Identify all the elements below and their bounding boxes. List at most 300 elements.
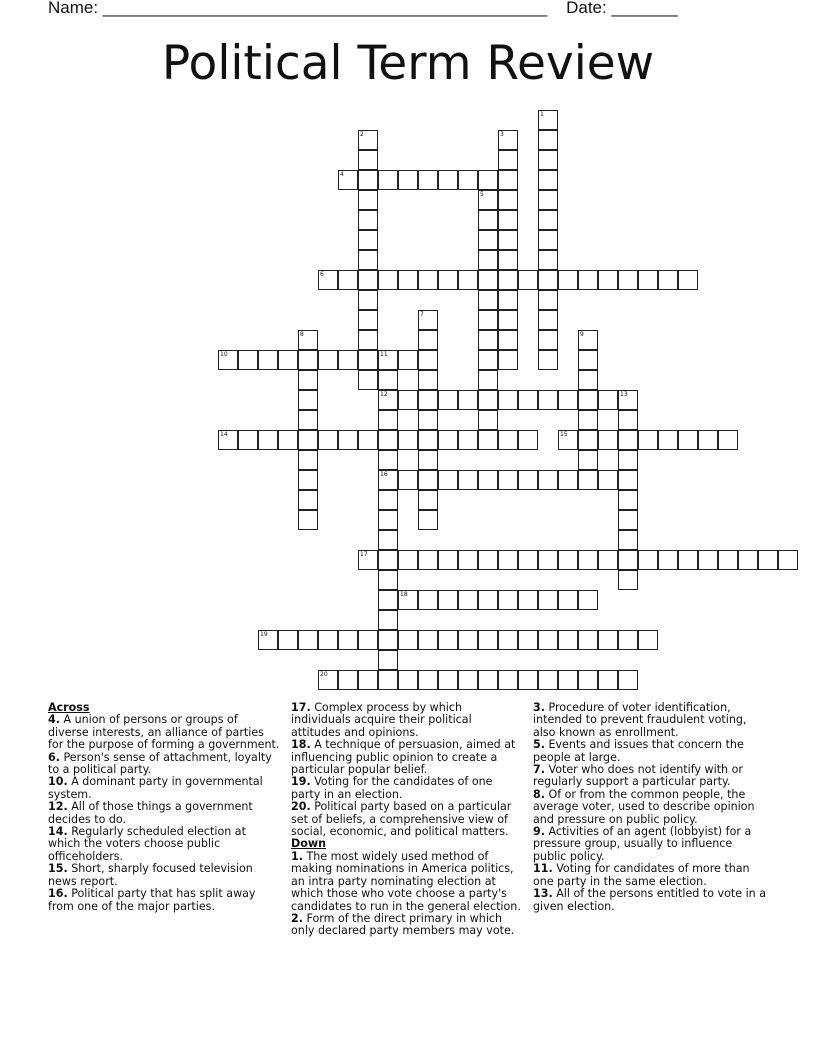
clue-down-2 (291, 913, 523, 938)
grid-cell[interactable] (518, 390, 538, 410)
grid-cell[interactable] (698, 430, 718, 450)
grid-cell[interactable] (418, 410, 438, 430)
clue-number: 12. (48, 800, 68, 814)
grid-cell[interactable] (478, 350, 498, 370)
grid-cell[interactable] (438, 170, 458, 190)
clue-text: Complex process by which individuals acquire their political attitudes and opinions. (291, 701, 472, 739)
grid-cell[interactable] (358, 430, 378, 450)
grid-cell[interactable] (478, 630, 498, 650)
grid-cell[interactable] (298, 370, 318, 390)
name-date-line (48, 0, 678, 18)
grid-cell[interactable] (418, 170, 438, 190)
grid-cell[interactable] (378, 630, 398, 650)
grid-cell[interactable] (538, 170, 558, 190)
clue-text: Political party that has split away from one of the major parties. (48, 887, 256, 913)
clue-number: 4. (48, 713, 60, 727)
grid-cell[interactable] (318, 670, 338, 690)
grid-cell[interactable] (618, 630, 638, 650)
grid-cell[interactable] (438, 470, 458, 490)
grid-cell[interactable] (618, 570, 638, 590)
grid-cell[interactable] (538, 250, 558, 270)
grid-cell[interactable] (518, 550, 538, 570)
grid-cell[interactable] (638, 550, 658, 570)
grid-cell[interactable] (438, 390, 458, 410)
grid-cell[interactable] (558, 390, 578, 410)
grid-cell[interactable] (478, 270, 498, 290)
grid-cell[interactable] (398, 470, 418, 490)
clue-number: 17. (291, 701, 311, 714)
grid-cell[interactable] (478, 430, 498, 450)
grid-cell[interactable] (618, 470, 638, 490)
grid-cell[interactable] (538, 390, 558, 410)
grid-cell[interactable] (498, 630, 518, 650)
cell-number: 5 (480, 191, 484, 198)
clue-text: Voter who does not identify with or regularly support a particular party. (533, 763, 743, 789)
grid-cell[interactable] (498, 590, 518, 610)
grid-cell[interactable] (298, 630, 318, 650)
grid-cell[interactable] (238, 350, 258, 370)
clue-text: Events and issues that concern the people at large. (533, 738, 744, 764)
grid-cell[interactable] (558, 670, 578, 690)
grid-cell[interactable] (398, 270, 418, 290)
grid-cell[interactable] (458, 590, 478, 610)
grid-cell[interactable] (638, 270, 658, 290)
grid-cell[interactable] (618, 430, 638, 450)
grid-cell[interactable] (718, 550, 738, 570)
grid-cell[interactable] (538, 290, 558, 310)
grid-cell[interactable] (358, 670, 378, 690)
grid-cell[interactable] (478, 210, 498, 230)
grid-cell[interactable] (618, 390, 638, 410)
grid-cell[interactable] (498, 190, 518, 210)
grid-cell[interactable] (318, 350, 338, 370)
clue-text: A dominant party in governmental system. (48, 775, 263, 801)
grid-cell[interactable] (698, 550, 718, 570)
grid-cell[interactable] (378, 430, 398, 450)
grid-cell[interactable] (418, 350, 438, 370)
grid-cell[interactable] (558, 550, 578, 570)
grid-cell[interactable] (378, 570, 398, 590)
grid-cell[interactable] (358, 170, 378, 190)
grid-cell[interactable] (598, 270, 618, 290)
grid-cell[interactable] (458, 390, 478, 410)
clue-across-19 (291, 776, 523, 801)
grid-cell[interactable] (518, 670, 538, 690)
grid-cell[interactable] (358, 310, 378, 330)
clue-number: 14. (48, 825, 68, 839)
clues-column-3 (533, 702, 767, 913)
grid-cell[interactable] (678, 270, 698, 290)
grid-cell[interactable] (378, 650, 398, 670)
grid-cell[interactable] (518, 630, 538, 650)
grid-cell[interactable] (438, 550, 458, 570)
grid-cell[interactable] (538, 150, 558, 170)
grid-cell[interactable] (478, 170, 498, 190)
grid-cell[interactable] (558, 470, 578, 490)
grid-cell[interactable] (478, 590, 498, 610)
grid-cell[interactable] (458, 430, 478, 450)
grid-cell[interactable] (418, 450, 438, 470)
grid-cell[interactable] (378, 550, 398, 570)
across-heading: Across (48, 701, 90, 714)
grid-cell[interactable] (358, 350, 378, 370)
clue-number: 20. (291, 800, 311, 814)
clue-down-13 (533, 888, 767, 913)
grid-cell[interactable] (438, 590, 458, 610)
grid-cell[interactable] (498, 330, 518, 350)
grid-cell[interactable] (378, 390, 398, 410)
clue-text: All of the persons entitled to vote in a given election. (533, 887, 767, 913)
grid-cell[interactable] (338, 350, 358, 370)
grid-cell[interactable] (538, 550, 558, 570)
grid-cell[interactable] (238, 430, 258, 450)
grid-cell[interactable] (438, 670, 458, 690)
grid-cell[interactable] (318, 270, 338, 290)
grid-cell[interactable] (398, 590, 418, 610)
grid-cell[interactable] (338, 270, 358, 290)
grid-cell[interactable] (558, 270, 578, 290)
grid-cell[interactable] (258, 630, 278, 650)
grid-cell[interactable] (298, 470, 318, 490)
grid-cell[interactable] (398, 630, 418, 650)
grid-cell[interactable] (578, 630, 598, 650)
grid-cell[interactable] (278, 350, 298, 370)
grid-cell[interactable] (378, 590, 398, 610)
grid-cell[interactable] (358, 190, 378, 210)
grid-cell[interactable] (418, 550, 438, 570)
grid-cell[interactable] (578, 270, 598, 290)
grid-cell[interactable] (538, 330, 558, 350)
clue-text: Activities of an agent (lobbyist) for a pressure group, usually to influence public policy. (533, 825, 752, 863)
grid-cell[interactable] (378, 490, 398, 510)
cell-number: 3 (500, 131, 504, 138)
grid-cell[interactable] (418, 370, 438, 390)
grid-cell[interactable] (538, 670, 558, 690)
clue-number: 19. (291, 775, 311, 789)
grid-cell[interactable] (498, 290, 518, 310)
grid-cell[interactable] (498, 350, 518, 370)
grid-cell[interactable] (418, 310, 438, 330)
clue-down-9 (533, 826, 767, 863)
grid-cell[interactable] (538, 270, 558, 290)
grid-cell[interactable] (578, 470, 598, 490)
grid-cell[interactable] (538, 590, 558, 610)
grid-cell[interactable] (358, 270, 378, 290)
grid-cell[interactable] (438, 430, 458, 450)
clue-text: Political party based on a particular set of beliefs, a comprehensive view of social, economic, and political matters. (291, 800, 512, 839)
grid-cell[interactable] (598, 390, 618, 410)
grid-cell[interactable] (478, 370, 498, 390)
date-blank[interactable]: _______ (611, 0, 678, 17)
grid-cell[interactable] (618, 670, 638, 690)
grid-cell[interactable] (498, 670, 518, 690)
cell-number: 6 (320, 271, 324, 278)
grid-cell[interactable] (458, 630, 478, 650)
grid-cell[interactable] (598, 470, 618, 490)
grid-cell[interactable] (598, 550, 618, 570)
grid-cell[interactable] (318, 430, 338, 450)
page-title: Political Term Review (161, 36, 655, 91)
grid-cell[interactable] (578, 670, 598, 690)
grid-cell[interactable] (578, 330, 598, 350)
grid-cell[interactable] (498, 310, 518, 330)
grid-cell[interactable] (358, 550, 378, 570)
grid-cell[interactable] (658, 430, 678, 450)
clue-across-4 (48, 714, 280, 751)
grid-cell[interactable] (218, 430, 238, 450)
grid-cell[interactable] (478, 190, 498, 210)
grid-cell[interactable] (658, 270, 678, 290)
cell-number: 14 (220, 431, 228, 438)
grid-cell[interactable] (378, 470, 398, 490)
cell-number: 19 (260, 631, 268, 638)
clue-text: Voting for candidates of more than one party in the same election. (533, 862, 750, 888)
grid-cell[interactable] (298, 490, 318, 510)
cell-number: 20 (320, 671, 328, 678)
grid-cell[interactable] (418, 630, 438, 650)
grid-cell[interactable] (618, 510, 638, 530)
grid-cell[interactable] (418, 390, 438, 410)
grid-cell[interactable] (478, 410, 498, 430)
grid-cell[interactable] (378, 450, 398, 470)
grid-cell[interactable] (578, 450, 598, 470)
clue-number: 9. (533, 825, 545, 839)
clue-number: 8. (533, 787, 545, 801)
clue-down-3 (533, 702, 767, 739)
clue-down-11 (533, 863, 767, 888)
grid-cell[interactable] (418, 470, 438, 490)
grid-cell[interactable] (338, 430, 358, 450)
grid-cell[interactable] (378, 410, 398, 430)
grid-cell[interactable] (478, 390, 498, 410)
grid-cell[interactable] (378, 610, 398, 630)
grid-cell[interactable] (458, 470, 478, 490)
grid-cell[interactable] (458, 670, 478, 690)
grid-cell[interactable] (578, 550, 598, 570)
grid-cell[interactable] (538, 350, 558, 370)
grid-cell[interactable] (458, 170, 478, 190)
grid-cell[interactable] (578, 370, 598, 390)
grid-cell[interactable] (358, 150, 378, 170)
grid-cell[interactable] (498, 470, 518, 490)
grid-cell[interactable] (478, 310, 498, 330)
grid-cell[interactable] (758, 550, 778, 570)
grid-cell[interactable] (498, 130, 518, 150)
grid-cell[interactable] (418, 670, 438, 690)
name-blank[interactable]: _______________________________________________ (102, 0, 548, 17)
cell-number: 16 (380, 471, 388, 478)
grid-cell[interactable] (578, 410, 598, 430)
grid-cell[interactable] (638, 430, 658, 450)
grid-cell[interactable] (378, 530, 398, 550)
grid-cell[interactable] (298, 330, 318, 350)
clue-across-16 (48, 888, 280, 913)
grid-cell[interactable] (498, 270, 518, 290)
clue-number: 15. (48, 862, 68, 876)
grid-cell[interactable] (538, 470, 558, 490)
clues-column-2 (291, 702, 523, 938)
grid-cell[interactable] (458, 550, 478, 570)
grid-cell[interactable] (518, 470, 538, 490)
clue-text: A union of persons or groups of diverse interests, an alliance of parties for the purpose of forming a government. (48, 713, 280, 752)
grid-cell[interactable] (578, 430, 598, 450)
grid-cell[interactable] (298, 430, 318, 450)
grid-cell[interactable] (398, 430, 418, 450)
grid-cell[interactable] (618, 270, 638, 290)
grid-cell[interactable] (558, 630, 578, 650)
grid-cell[interactable] (538, 230, 558, 250)
grid-cell[interactable] (298, 450, 318, 470)
name-label: Name: (48, 0, 99, 17)
grid-cell[interactable] (478, 670, 498, 690)
clue-text: The most widely used method of making nominations in America politics, an intra party nominating election at which those who vote choose a party's candidates to run in the general election. (291, 849, 521, 913)
clue-text: Short, sharply focused television news report. (48, 862, 253, 888)
grid-cell[interactable] (618, 410, 638, 430)
grid-cell[interactable] (598, 670, 618, 690)
grid-cell[interactable] (478, 250, 498, 270)
down-heading: Down (291, 837, 326, 851)
grid-cell[interactable] (538, 130, 558, 150)
grid-cell[interactable] (518, 590, 538, 610)
clue-number: 13. (533, 887, 553, 901)
grid-cell[interactable] (418, 270, 438, 290)
grid-cell[interactable] (418, 330, 438, 350)
grid-cell[interactable] (378, 670, 398, 690)
grid-cell[interactable] (498, 210, 518, 230)
grid-cell[interactable] (538, 310, 558, 330)
grid-cell[interactable] (538, 110, 558, 130)
grid-cell[interactable] (218, 350, 238, 370)
grid-cell[interactable] (338, 170, 358, 190)
clue-across-6 (48, 752, 280, 777)
grid-cell[interactable] (578, 390, 598, 410)
cell-number: 1 (540, 111, 544, 118)
grid-cell[interactable] (518, 430, 538, 450)
grid-cell[interactable] (418, 430, 438, 450)
clue-text: Form of the direct primary in which only declared party members may vote. (291, 911, 515, 938)
clue-number: 1. (291, 849, 303, 863)
grid-cell[interactable] (358, 230, 378, 250)
grid-cell[interactable] (598, 430, 618, 450)
grid-cell[interactable] (678, 550, 698, 570)
grid-cell[interactable] (618, 530, 638, 550)
grid-cell[interactable] (418, 490, 438, 510)
grid-cell[interactable] (378, 510, 398, 530)
grid-cell[interactable] (578, 590, 598, 610)
grid-cell[interactable] (358, 630, 378, 650)
grid-cell[interactable] (558, 430, 578, 450)
grid-cell[interactable] (498, 430, 518, 450)
grid-cell[interactable] (618, 490, 638, 510)
cell-number: 10 (220, 351, 228, 358)
grid-cell[interactable] (498, 230, 518, 250)
grid-cell[interactable] (358, 330, 378, 350)
grid-cell[interactable] (718, 430, 738, 450)
grid-cell[interactable] (738, 550, 758, 570)
grid-cell[interactable] (278, 630, 298, 650)
grid-cell[interactable] (558, 590, 578, 610)
clue-text: Person's sense of attachment, loyalty to a political party. (48, 750, 272, 777)
grid-cell[interactable] (658, 550, 678, 570)
grid-cell[interactable] (578, 350, 598, 370)
grid-cell[interactable] (338, 630, 358, 650)
cell-number: 18 (400, 591, 408, 598)
grid-cell[interactable] (498, 170, 518, 190)
grid-cell[interactable] (298, 390, 318, 410)
grid-cell[interactable] (298, 410, 318, 430)
grid-cell[interactable] (478, 290, 498, 310)
grid-cell[interactable] (418, 510, 438, 530)
grid-cell[interactable] (398, 550, 418, 570)
grid-cell[interactable] (398, 390, 418, 410)
grid-cell[interactable] (478, 330, 498, 350)
grid-cell[interactable] (378, 350, 398, 370)
grid-cell[interactable] (498, 250, 518, 270)
grid-cell[interactable] (378, 370, 398, 390)
grid-cell[interactable] (618, 550, 638, 570)
grid-cell[interactable] (278, 430, 298, 450)
cell-number: 12 (380, 391, 388, 398)
clue-across-14 (48, 826, 280, 863)
grid-cell[interactable] (318, 630, 338, 650)
grid-cell[interactable] (358, 210, 378, 230)
grid-cell[interactable] (498, 390, 518, 410)
grid-cell[interactable] (518, 270, 538, 290)
grid-cell[interactable] (398, 350, 418, 370)
grid-cell[interactable] (478, 550, 498, 570)
grid-cell[interactable] (538, 630, 558, 650)
grid-cell[interactable] (598, 630, 618, 650)
clue-number: 18. (291, 738, 311, 752)
grid-cell[interactable] (338, 670, 358, 690)
grid-cell[interactable] (638, 630, 658, 650)
grid-cell[interactable] (478, 230, 498, 250)
grid-cell[interactable] (358, 250, 378, 270)
grid-cell[interactable] (438, 630, 458, 650)
grid-cell[interactable] (538, 190, 558, 210)
grid-cell[interactable] (398, 670, 418, 690)
grid-cell[interactable] (358, 370, 378, 390)
grid-cell[interactable] (358, 130, 378, 150)
clue-across-17 (291, 702, 523, 739)
clue-number: 11. (533, 862, 553, 876)
grid-cell[interactable] (678, 430, 698, 450)
grid-cell[interactable] (418, 590, 438, 610)
cell-number: 7 (420, 311, 424, 318)
clue-text: A technique of persuasion, aimed at influencing public opinion to create a particular popular belief. (291, 738, 516, 777)
grid-cell[interactable] (458, 270, 478, 290)
grid-cell[interactable] (298, 510, 318, 530)
grid-cell[interactable] (498, 150, 518, 170)
grid-cell[interactable] (258, 350, 278, 370)
clue-text: Of or from the common people, the average voter, used to describe opinion and pressure on public policy. (533, 787, 755, 826)
grid-cell[interactable] (478, 470, 498, 490)
grid-cell[interactable] (298, 350, 318, 370)
grid-cell[interactable] (378, 170, 398, 190)
clue-down-8 (533, 789, 767, 826)
grid-cell[interactable] (778, 550, 798, 570)
clue-number: 7. (533, 763, 545, 777)
grid-cell[interactable] (538, 210, 558, 230)
grid-cell[interactable] (358, 290, 378, 310)
grid-cell[interactable] (618, 450, 638, 470)
grid-cell[interactable] (258, 430, 278, 450)
grid-cell[interactable] (378, 270, 398, 290)
grid-cell[interactable] (398, 170, 418, 190)
grid-cell[interactable] (498, 550, 518, 570)
grid-cell[interactable] (438, 270, 458, 290)
cell-number: 8 (300, 331, 304, 338)
